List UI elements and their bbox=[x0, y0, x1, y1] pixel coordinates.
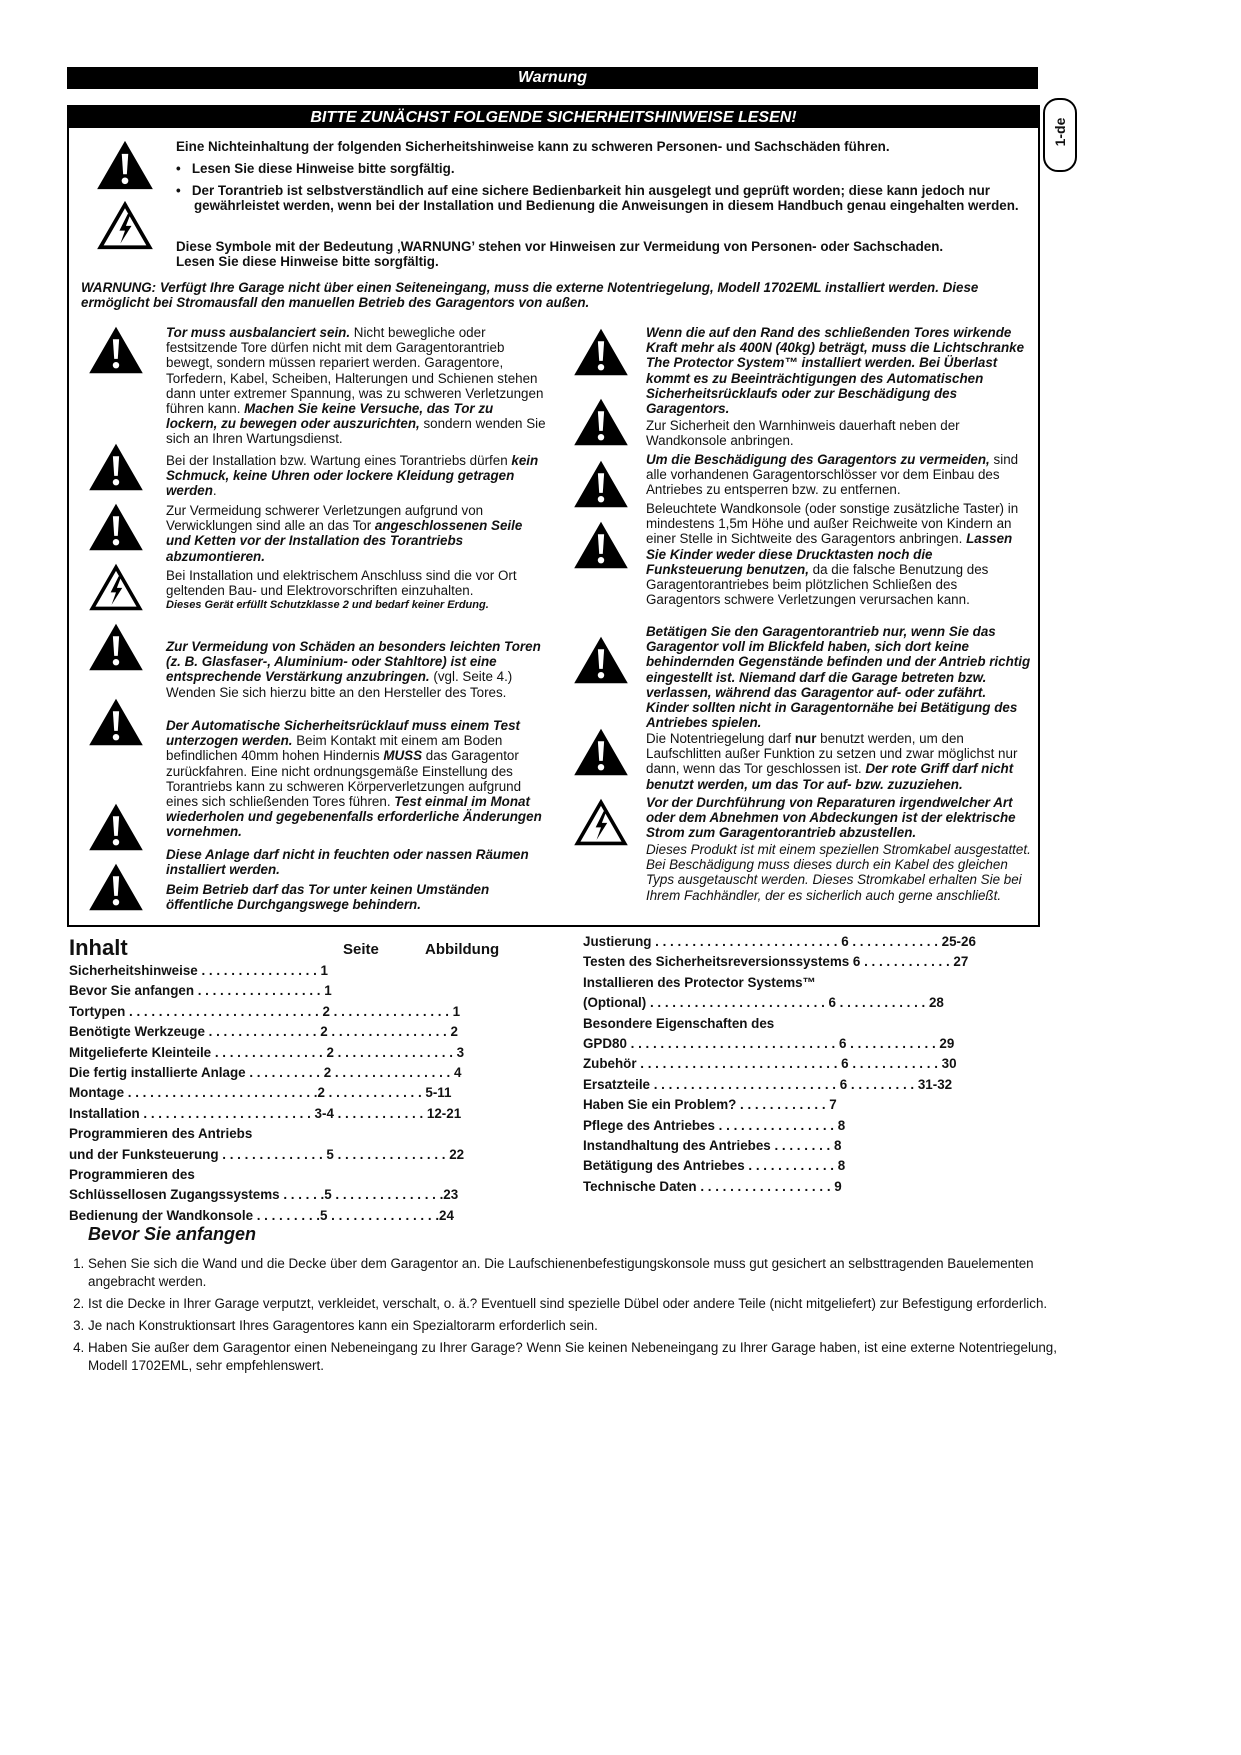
intro-line: Eine Nichteinhaltung der folgenden Sicherheitshinweise kann zu schweren Personen- und Sachschäden führen. bbox=[176, 139, 890, 154]
right-para-6-a: Die Notentriegelung darf bbox=[646, 731, 795, 746]
left-para-8: Beim Betrieb darf das Tor unter keinen Umständen öffentliche Durchgangswege behindern. bbox=[166, 882, 490, 913]
left-para-1 bbox=[166, 325, 546, 447]
left-para-1-b: Nicht bewegliche oder festsitzende Tore dürfen nicht mit dem Garagentorantrieb bewegt, sondern müssen repariert werden. Garagentore, Torfedern, Kabel, Scheiben, Halterungen und Schienen stehen dann unter extremer Spannung, was zu schweren Verletzungen führen kann. bbox=[166, 325, 544, 417]
left-para-6-c: MUSS bbox=[383, 748, 423, 764]
toc-row[interactable]: Bevor Sie anfangen . . . . . . . . . . . . . . . . . 1 bbox=[69, 983, 332, 999]
toc-row[interactable]: Ersatzteile . . . . . . . . . . . . . . . . . . . . . . . . . 6 . . . . . . . . . 31-32 bbox=[583, 1076, 953, 1092]
toc-row[interactable]: Haben Sie ein Problem? . . . . . . . . . . . . 7 bbox=[583, 1097, 837, 1113]
intro-bullet-1: • Lesen Sie diese Hinweise bitte sorgfältig. bbox=[176, 161, 455, 176]
left-para-5 bbox=[166, 639, 546, 700]
toc-row[interactable]: Tortypen . . . . . . . . . . . . . . . . . . . . . . . . . . 2 . . . . . . . . . . . . . . . . 1 bbox=[69, 1003, 461, 1019]
left-para-4-note: Dieses Gerät erfüllt Schutzklasse 2 und bedarf keiner Erdung. bbox=[166, 599, 489, 612]
list-item: 4. Haben Sie außer dem Garagentor einen Nebeneingang zu Ihrer Garage? Wenn Sie keinen Nebeneingang zu Ihrer Garage haben, ist eine externe Notentriegelung, Modell 1702EML, sehr empfehlenswert. bbox=[88, 1339, 1058, 1375]
toc-row[interactable]: Instandhaltung des Antriebes . . . . . . . . 8 bbox=[583, 1137, 842, 1153]
warning-triangle-icon bbox=[95, 139, 155, 191]
right-para-4-c: da die falsche Benutzung des Garagentorantriebes beim plötzlichen Schließen des Garagentors schwere Verletzungen verursachen kann. bbox=[646, 561, 989, 608]
toc-row[interactable]: Schlüssellosen Zugangssystems . . . . . .5 . . . . . . . . . . . . . . .23 bbox=[69, 1187, 459, 1203]
page-tab-label: 1-de bbox=[1052, 117, 1068, 147]
intro-symbols: Diese Symbole mit der Bedeutung ‚WARNUNG’ stehen vor Hinweisen zur Vermeidung von Personen- oder Sachschaden. Lesen Sie diese Hinweise bitte sorgfältig. bbox=[176, 239, 944, 270]
left-para-5-a: Zur Vermeidung von Schäden an besonders leichten Toren (z. B. Glasfaser-, Aluminium- oder Stahltore) ist eine entsprechende Verstärkung anzubringen. bbox=[166, 639, 541, 685]
list-item: 2. Ist die Decke in Ihrer Garage verputzt, verkleidet, verschalt, o. ä.? Eventuell sind spezielle Dübel oder andere Teile (nicht mitgeliefert) zur Befestigung erforderlich. bbox=[88, 1295, 1058, 1313]
left-para-4-text: Bei Installation und elektrischem Anschluss sind die vor Ort geltenden Bau- und Elektrovorschriften einzuhalten. bbox=[166, 568, 517, 599]
toc-row[interactable]: Installation . . . . . . . . . . . . . . . . . . . . . . . 3-4 . . . . . . . . . . . . 12-21 bbox=[69, 1105, 462, 1121]
left-para-3-b: angeschlossenen Seile und Ketten vor der Installation des Torantriebs abzumontieren. bbox=[166, 518, 523, 564]
warning-triangle-icon bbox=[87, 502, 145, 552]
left-para-1-d: sondern wenden Sie sich an Ihren Wartungsdienst. bbox=[166, 416, 546, 447]
right-para-4-a: Beleuchtete Wandkonsole (oder sonstige zusätzliche Taster) in mindestens 1,5m Höhe und außer Reichweite von Kindern an einer Stelle in Sichtweite des Garagentors anbringen. bbox=[646, 501, 1019, 547]
page-tab bbox=[1043, 98, 1077, 172]
toc-row[interactable]: Pflege des Antriebes . . . . . . . . . . . . . . . . 8 bbox=[583, 1117, 846, 1133]
right-para-3-b: sind alle vorhandenen Garagentorschlösser vor dem Einbau des Antriebes zu entsperren bzw. zu entfernen. bbox=[646, 452, 1019, 498]
right-para-6 bbox=[646, 731, 1031, 792]
toc-col-abbildung: Abbildung bbox=[425, 941, 500, 958]
safety-box bbox=[67, 105, 1040, 927]
toc-row[interactable]: Installieren des Protector Systems™ bbox=[583, 974, 816, 990]
bevor-list bbox=[70, 1255, 1058, 1379]
right-para-4-b: Lassen Sie Kinder weder diese Drucktasten noch die Funksteuerung benutzen, bbox=[646, 531, 1013, 577]
warning-triangle-icon bbox=[87, 442, 145, 492]
left-para-3-a: Zur Vermeidung schwerer Verletzungen aufgrund von Verwicklungen sind alle an das Tor bbox=[166, 503, 484, 534]
toc-row[interactable]: und der Funksteuerung . . . . . . . . . . . . . . 5 . . . . . . . . . . . . . . . 22 bbox=[69, 1146, 465, 1162]
right-para-8: Dieses Produkt ist mit einem speziellen Stromkabel ausgestattet. Bei Beschädigung muss dieses durch ein Kabel des gleichen Typs ausgetauscht werden. Dieses Stromkabel erhalten Sie bei Ihrem Fachhändler, der es sicherlich auch gerne anschließt. bbox=[646, 842, 1031, 903]
list-item: 1. Sehen Sie sich die Wand und die Decke über dem Garagentor an. Die Laufschienenbefestigungskonsole muss gut gesichert an selbsttragenden Bauelementen angebracht werden. bbox=[88, 1255, 1058, 1291]
toc-row[interactable]: Technische Daten . . . . . . . . . . . . . . . . . . 9 bbox=[583, 1178, 842, 1194]
toc-left bbox=[69, 961, 519, 1226]
section-title-bevor: Bevor Sie anfangen bbox=[88, 1224, 257, 1244]
right-para-6-c: benutzt werden, um den Laufschlitten außer Funktion zu setzen und zwar möglichst nur dann, wenn das Tor geschlossen ist. bbox=[646, 731, 1018, 777]
right-para-6-d: Der rote Griff darf nicht benutzt werden, um das Tor auf- bzw. zuzuziehen. bbox=[646, 761, 1014, 792]
warning-triangle-icon bbox=[87, 697, 145, 747]
left-para-1-c: Machen Sie keine Versuche, das Tor zu lockern, zu bewegen oder auszurichten, bbox=[166, 401, 494, 432]
warning-triangle-icon bbox=[572, 327, 630, 377]
toc-row[interactable]: Programmieren des bbox=[69, 1166, 195, 1182]
warning-triangle-icon bbox=[87, 622, 145, 672]
right-para-3 bbox=[646, 452, 1031, 498]
left-para-6 bbox=[166, 718, 546, 840]
toc-row[interactable]: Die fertig installierte Anlage . . . . . . . . . . 2 . . . . . . . . . . . . . . . . 4 bbox=[69, 1064, 462, 1080]
toc-row[interactable]: Betätigung des Antriebes . . . . . . . . . . . . 8 bbox=[583, 1158, 846, 1174]
toc-row[interactable]: Montage . . . . . . . . . . . . . . . . . . . . . . . . . .2 . . . . . . . . . . . . . 5-11 bbox=[69, 1085, 452, 1101]
toc-row[interactable]: Bedienung der Wandkonsole . . . . . . . . .5 . . . . . . . . . . . . . . .24 bbox=[69, 1207, 454, 1223]
intro-bullet-2-text: Der Torantrieb ist selbstverständlich auf eine sichere Bedienbarkeit hin ausgelegt und geprüft worden; diese kann jedoch nur gewährleistet werden, wenn bei der Installation und Bedienung die Anweisungen in diesem Handbuch genau eingehalten werden. bbox=[191, 183, 1019, 214]
left-para-6-e: Test einmal im Monat wiederholen und gegebenenfalls erforderliche Änderungen vornehmen. bbox=[166, 794, 542, 840]
left-para-2-a: Bei der Installation bzw. Wartung eines Torantriebs dürfen bbox=[166, 453, 512, 468]
warning-triangle-icon bbox=[572, 397, 630, 447]
toc-row[interactable]: Zubehör . . . . . . . . . . . . . . . . . . . . . . . . . . . 6 . . . . . . . . . . . . 30 bbox=[583, 1056, 957, 1072]
toc-row[interactable]: Benötigte Werkzeuge . . . . . . . . . . . . . . . 2 . . . . . . . . . . . . . . . . 2 bbox=[69, 1024, 458, 1040]
toc-row[interactable]: Besondere Eigenschaften des bbox=[583, 1015, 775, 1031]
intro-bullet-1-text: Lesen Sie diese Hinweise bitte sorgfältig. bbox=[191, 161, 455, 176]
left-para-3 bbox=[166, 503, 546, 564]
warning-triangle-icon bbox=[572, 727, 630, 777]
toc-title: Inhalt bbox=[69, 935, 128, 960]
warning-triangle-icon bbox=[572, 635, 630, 685]
left-para-2-c: . bbox=[212, 483, 217, 499]
right-para-3-a: Um die Beschädigung des Garagentors zu vermeiden, bbox=[646, 452, 990, 467]
warning-bar: Warnung bbox=[67, 67, 1038, 89]
left-para-5-b: (vgl. Seite 4.) Wenden Sie sich hierzu bitte an den Hersteller des Tores. bbox=[166, 669, 513, 700]
toc-row[interactable]: Sicherheitshinweise . . . . . . . . . . . . . . . . 1 bbox=[69, 963, 328, 978]
warning-triangle-icon bbox=[87, 802, 145, 852]
electrical-hazard-icon bbox=[87, 562, 145, 612]
toc-row[interactable]: Mitgelieferte Kleinteile . . . . . . . . . . . . . . . 2 . . . . . . . . . . . . . . . . 3 bbox=[69, 1044, 465, 1060]
intro-bullet-2: • Der Torantrieb ist selbstverständlich auf eine sichere Bedienbarkeit hin ausgelegt und geprüft worden; diese kann jedoch nur gewährleistet werden, wenn bei der Installation und Bedienung die Anweisungen in diesem Handbuch genau eingehalten werden. bbox=[176, 183, 1019, 214]
warning-triangle-icon bbox=[87, 862, 145, 912]
warning-triangle-icon bbox=[572, 459, 630, 509]
toc-row[interactable]: (Optional) . . . . . . . . . . . . . . . . . . . . . . . . 6 . . . . . . . . . . . . 28 bbox=[583, 995, 944, 1011]
electrical-hazard-icon bbox=[95, 199, 155, 251]
right-para-7: Vor der Durchführung von Reparaturen irgendwelcher Art oder dem Abnehmen von Abdeckungen ist der elektrische Strom zum Garagentorantrieb abzustellen. bbox=[646, 795, 1016, 841]
right-para-4 bbox=[646, 501, 1031, 607]
toc-row[interactable]: GPD80 . . . . . . . . . . . . . . . . . . . . . . . . . . . . 6 . . . . . . . . . . . . 29 bbox=[583, 1035, 955, 1051]
left-para-7: Diese Anlage darf nicht in feuchten oder nassen Räumen installiert werden. bbox=[166, 847, 529, 878]
left-para-2-b: kein Schmuck, keine Uhren oder lockere Kleidung getragen werden bbox=[166, 453, 539, 499]
electrical-hazard-icon bbox=[572, 797, 630, 847]
warning-triangle-icon bbox=[572, 520, 630, 570]
left-para-6-a: Der Automatische Sicherheitsrücklauf muss einem Test unterzogen werden. bbox=[166, 718, 520, 749]
safety-box-header: BITTE ZUNÄCHST FOLGENDE SICHERHEITSHINWEISE LESEN! bbox=[69, 107, 1038, 128]
right-para-2: Zur Sicherheit den Warnhinweis dauerhaft neben der Wandkonsole anbringen. bbox=[646, 418, 960, 449]
toc-right bbox=[583, 932, 1033, 1197]
left-para-2 bbox=[166, 453, 546, 499]
right-para-6-b: nur bbox=[794, 731, 817, 746]
warnung-text: WARNUNG: Verfügt Ihre Garage nicht über einen Seiteneingang, muss die externe Notentriegelung, Modell 1702EML installiert werden. Diese ermöglicht bei Stromausfall den manuellen Betrieb des Garagentors von außen. bbox=[81, 280, 979, 311]
left-para-6-d: das Garagentor zurückfahren. Eine nicht ordnungsgemäße Einstellung des Torantriebs kann zu schweren Körperverletzungen aufgrund eines sich schließenden Tores führen. bbox=[166, 748, 522, 810]
left-para-4 bbox=[166, 568, 546, 613]
left-para-1-a: Tor muss ausbalanciert sein. bbox=[166, 325, 351, 340]
list-item: 3. Je nach Konstruktionsart Ihres Garagentores kann ein Spezialtorarm erforderlich sein. bbox=[88, 1317, 1058, 1335]
warning-triangle-icon bbox=[87, 325, 145, 375]
toc-row[interactable]: Testen des Sicherheitsreversionssystems 6 . . . . . . . . . . . . 27 bbox=[583, 954, 969, 970]
right-para-1: Wenn die auf den Rand des schließenden Tores wirkende Kraft mehr als 400N (40kg) beträgt, muss die Lichtschranke The Protector System™ installiert werden. Bei Überlast kommt es zu Beeinträchtigungen des Automatischen Sicherheitsrücklaufs oder zur Beschädigung des Garagentors. bbox=[646, 325, 1025, 417]
toc-row[interactable]: Programmieren des Antriebs bbox=[69, 1126, 253, 1142]
toc-row[interactable]: Justierung . . . . . . . . . . . . . . . . . . . . . . . . . 6 . . . . . . . . . . . . 25-26 bbox=[583, 934, 976, 949]
left-para-6-b: Beim Kontakt mit einem am Boden befindlichen 40mm hohen Hindernis bbox=[166, 733, 503, 764]
right-para-5: Betätigen Sie den Garagentorantrieb nur, wenn Sie das Garagentor voll im Blickfeld haben, sich dort keine behindernden Gegenstände befinden und der Antrieb richtig eingestellt ist. Niemand darf die Garage betreten bzw. verlassen, während das Garagentor auf- oder zufährt. Kinder sollten nicht in Garagentornähe bei Betätigung des Antriebes spielen. bbox=[646, 624, 1031, 731]
toc-col-seite: Seite bbox=[343, 941, 379, 958]
